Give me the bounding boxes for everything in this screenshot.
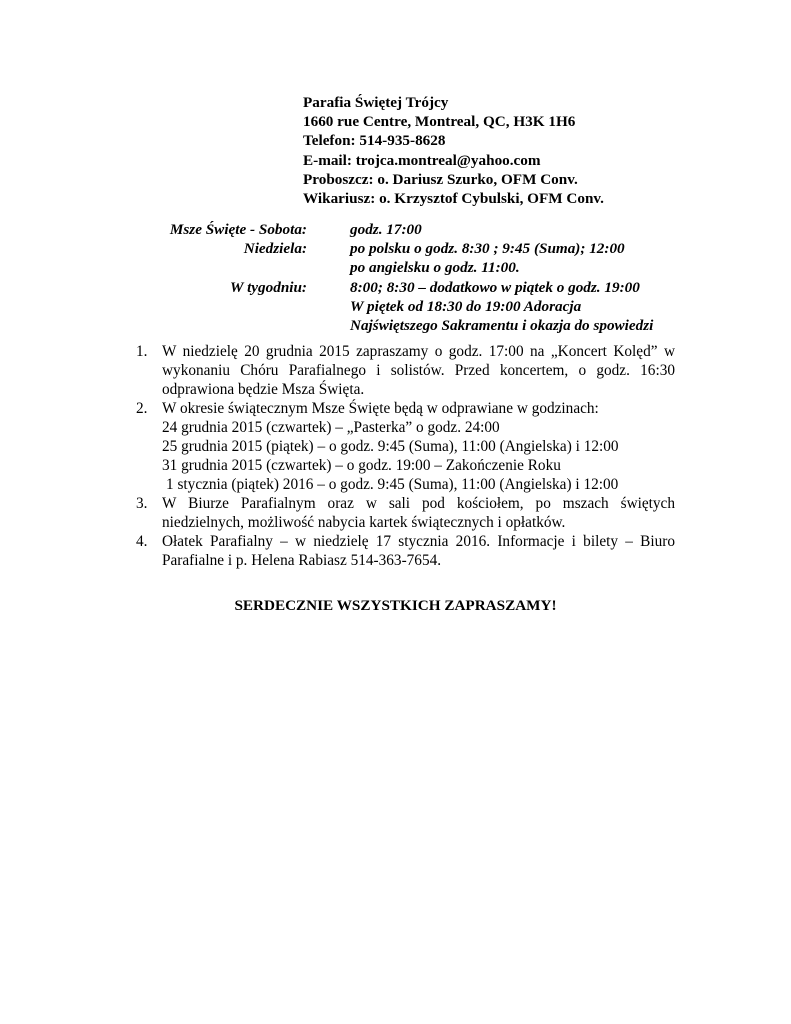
mass-date-line: 31 grudnia 2015 (czwartek) – o godz. 19:00 – Zakończenie Roku bbox=[162, 457, 561, 474]
weekday-times: 8:00; 8:30 – dodatkowo w piątek o godz. 19:00 bbox=[350, 278, 640, 296]
parish-email: E-mail: trojca.montreal@yahoo.com bbox=[303, 151, 541, 169]
announcement-text-line: W Biurze Parafialnym oraz w sali pod kościołem, po mszach świętych bbox=[162, 495, 675, 512]
announcements-list bbox=[136, 342, 675, 570]
mass-date-line: 1 stycznia (piątek) 2016 – o godz. 9:45 (Suma), 11:00 (Angielska) i 12:00 bbox=[166, 476, 619, 493]
weekday-label: W tygodniu: bbox=[230, 278, 307, 296]
saturday-label: Msze Święte - Sobota: bbox=[169, 221, 307, 238]
parish-header bbox=[303, 93, 604, 208]
announcement-item-2 bbox=[136, 399, 675, 494]
mass-row-sunday-english bbox=[0, 258, 791, 277]
mass-row-saturday bbox=[0, 220, 791, 239]
mass-schedule bbox=[0, 220, 791, 335]
mass-date-line: 25 grudnia 2015 (piątek) – o godz. 9:45 (Suma), 11:00 (Angielska) i 12:00 bbox=[162, 438, 619, 455]
confession-line: Najświętszego Sakramentu i okazja do spowiedzi bbox=[350, 316, 654, 334]
mass-row-sunday bbox=[0, 239, 791, 258]
sunday-times-polish: po polsku o godz. 8:30 ; 9:45 (Suma); 12:00 bbox=[350, 240, 625, 258]
mass-row-weekday bbox=[0, 278, 791, 297]
announcement-item-1 bbox=[136, 342, 675, 399]
sunday-times-english: po angielsku o godz. 11:00. bbox=[350, 259, 520, 277]
parish-vicar: Wikariusz: o. Krzysztof Cybulski, OFM Conv. bbox=[303, 189, 604, 207]
saturday-time: godz. 17:00 bbox=[350, 221, 422, 238]
announcement-text-line: odprawiona będzie Msza Święta. bbox=[162, 381, 365, 398]
announcement-text-line: Parafialne i p. Helena Rabiasz 514-363-7654. bbox=[162, 552, 442, 569]
item-number: 1. bbox=[136, 343, 148, 360]
mass-date-line: 24 grudnia 2015 (czwartek) – „Pasterka” o godz. 24:00 bbox=[162, 419, 500, 436]
item-number: 3. bbox=[136, 495, 148, 512]
mass-row-confession bbox=[0, 316, 791, 335]
announcement-text-line: W niedzielę 20 grudnia 2015 zapraszamy o godz. 17:00 na „Koncert Kolęd” w bbox=[162, 343, 675, 360]
announcement-text-line: Ołatek Parafialny – w niedzielę 17 stycznia 2016. Informacje i bilety – Biuro bbox=[162, 533, 675, 550]
sunday-label: Niedziela: bbox=[243, 240, 307, 258]
announcement-text-line: W okresie świątecznym Msze Święte będą w odprawiane w godzinach: bbox=[162, 400, 599, 417]
parish-address: 1660 rue Centre, Montreal, QC, H3K 1H6 bbox=[303, 113, 576, 131]
mass-row-adoration bbox=[0, 297, 791, 316]
announcement-item-4 bbox=[136, 532, 675, 570]
parish-phone: Telefon: 514-935-8628 bbox=[303, 132, 446, 150]
parish-name: Parafia Świętej Trójcy bbox=[303, 94, 449, 111]
announcement-item-3 bbox=[136, 494, 675, 532]
parish-pastor: Proboszcz: o. Dariusz Szurko, OFM Conv. bbox=[303, 170, 578, 188]
item-number: 4. bbox=[136, 533, 148, 550]
adoration-line: W piętek od 18:30 do 19:00 Adoracja bbox=[350, 297, 582, 315]
announcement-text-line: niedzielnych, możliwość nabycia kartek świątecznych i opłatków. bbox=[162, 514, 566, 531]
item-number: 2. bbox=[136, 400, 148, 417]
announcement-text-line: wykonaniu Chóru Parafialnego i solistów. Przed koncertem, o godz. 16:30 bbox=[162, 362, 675, 379]
closing-invitation: SERDECZNIE WSZYSTKICH ZAPRASZAMY! bbox=[234, 597, 557, 614]
